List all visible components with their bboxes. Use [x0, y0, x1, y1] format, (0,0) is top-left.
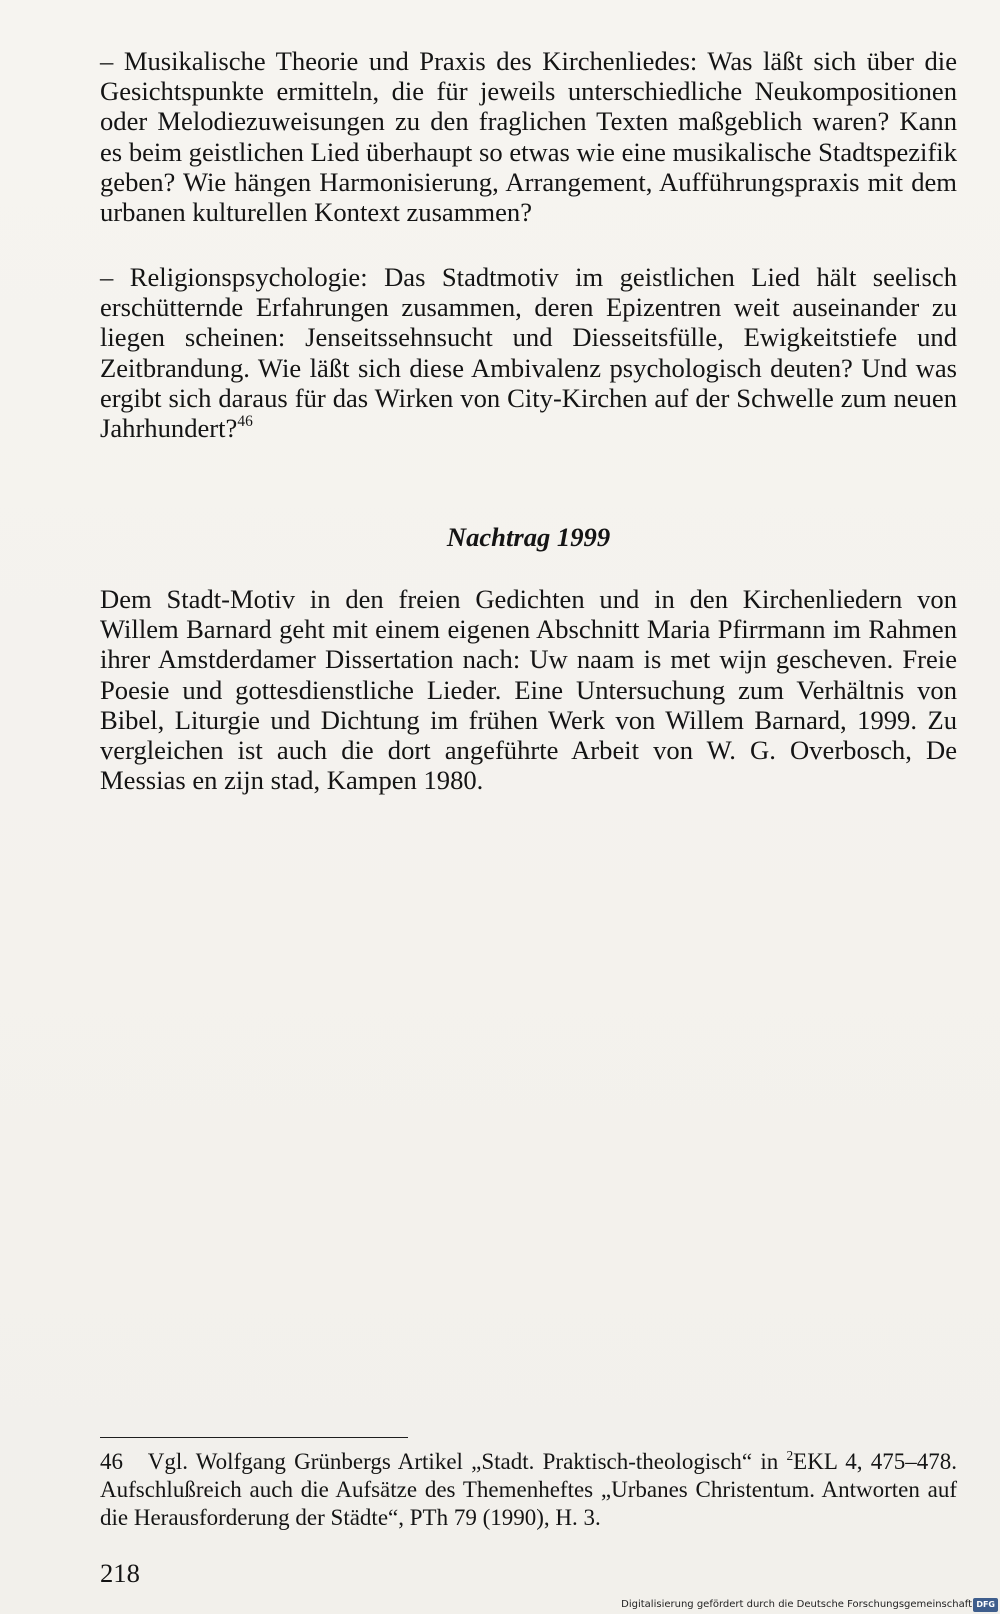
paragraph-text: – Religionspsychologie: Das Stadtmotiv im geistlichen Lied hält seelisch erschütternde Erfahrungen zusammen, deren Epizentren weit auseinander zu liegen scheinen: Jenseitssehnsucht und Diesseitsfülle, Ewigkeitstiefe und Zeitbrandung. Wie läßt sich diese Ambivalenz psychologisch deuten? Und was ergibt sich daraus für das Wirken von City-Kirchen auf der Schwelle zum neuen Jahrhundert? [100, 262, 957, 444]
page-number: 218 [100, 1558, 140, 1588]
paragraph-musikalische-theorie: – Musikalische Theorie und Praxis des Kirchenliedes: Was läßt sich über die Gesichtspunkte ermitteln, die für jeweils unterschiedliche Neukompositionen oder Melodiezuweisungen zu den fraglichen Texten maßgeblich waren? Kann es beim geistlichen Lied überhaupt so etwas wie eine musikalische Stadtspezifik geben? Wie hängen Harmonisierung, Arrangement, Aufführungspraxis mit dem urbanen kulturellen Kontext zusammen? [100, 46, 957, 228]
section-heading: Nachtrag 1999 [446, 522, 611, 552]
digitization-credit [621, 1598, 972, 1612]
footnote [100, 1448, 957, 1532]
paragraph-religionspsychologie [100, 262, 957, 443]
dfg-logo: DFG [973, 1598, 998, 1612]
footnote-edition-superscript: 2 [786, 1447, 794, 1463]
footnote-number: 46 [100, 1449, 123, 1474]
footnote-reference: 46 [237, 413, 253, 431]
credit-text: Digitalisierung gefördert durch die Deutsche Forschungsgemeinschaft [621, 1599, 972, 1610]
footnote-text-start: Vgl. Wolfgang Grünbergs Artikel „Stadt. Praktisch-theologisch“ in [147, 1449, 787, 1474]
footnote-text-end: EKL 4, 475–478. Aufschlußreich auch die Aufsätze des Themenheftes „Urbanes Christentum. Antworten auf die Herausforderung der Städte“, PTh 79 (1990), H. 3. [100, 1449, 957, 1530]
paragraph-nachtrag: Dem Stadt-Motiv in den freien Gedichten und in den Kirchenliedern von Willem Barnard geht mit einem eigenen Abschnitt Maria Pfirrmann im Rahmen ihrer Amstderdamer Dissertation nach: Uw naam is met wijn gescheven. Freie Poesie und gottesdienstliche Lieder. Eine Untersuchung zum Verhältnis von Bibel, Liturgie und Dichtung im frühen Werk von Willem Barnard, 1999. Zu vergleichen ist auch die dort angeführte Arbeit von W. G. Overbosch, De Messias en zijn stad, Kampen 1980. [100, 584, 957, 796]
footnote-divider [100, 1437, 408, 1438]
